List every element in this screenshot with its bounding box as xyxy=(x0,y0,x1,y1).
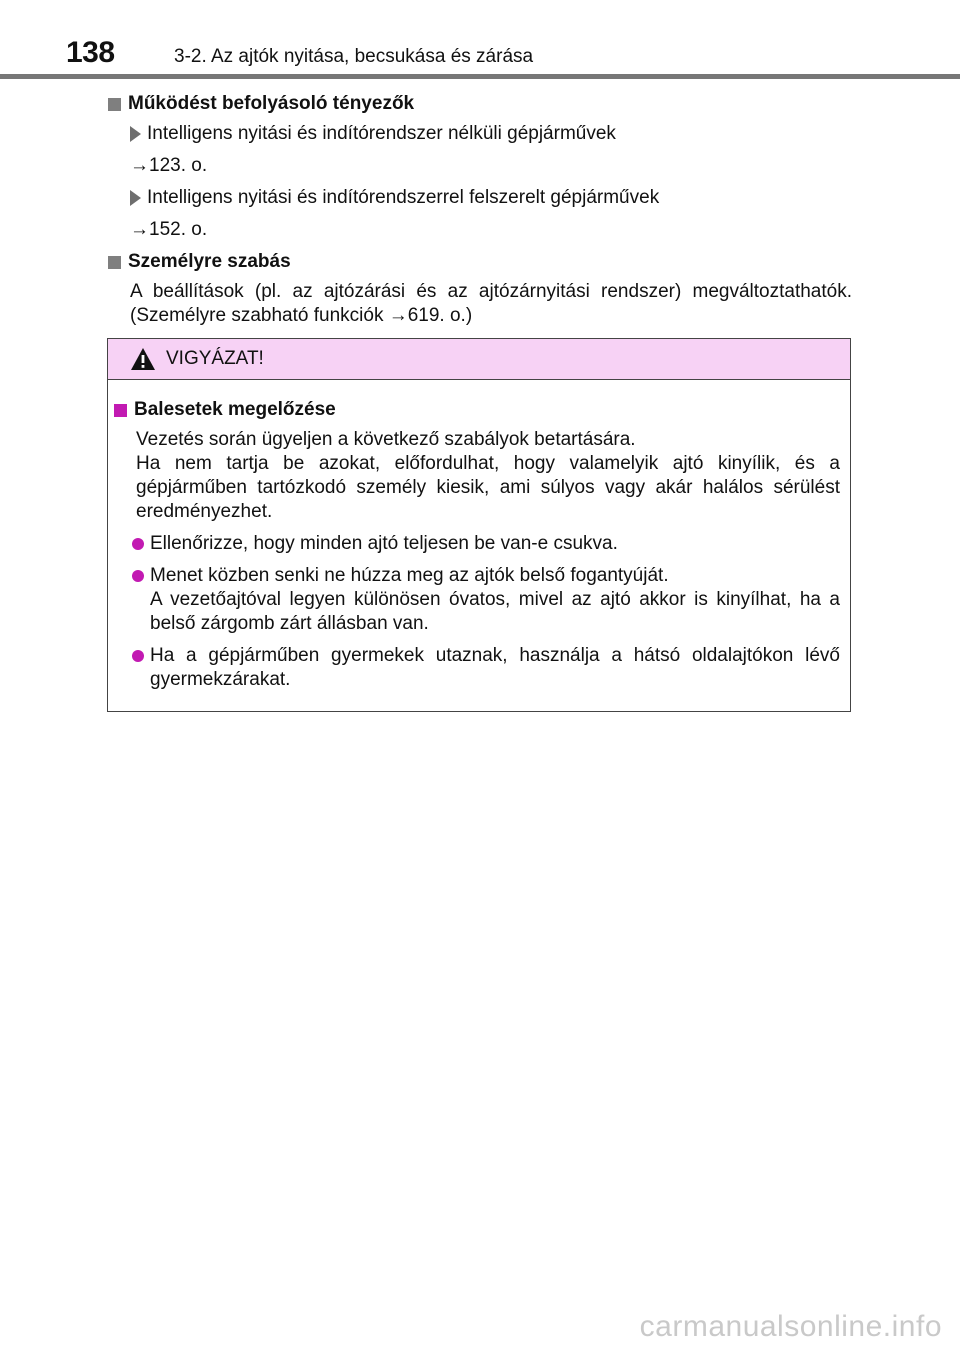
warning-intro-line: Vezetés során ügyeljen a következő szabályok betartására. xyxy=(136,429,636,450)
triangle-bullet-icon xyxy=(130,190,141,206)
square-bullet-icon xyxy=(108,256,121,269)
chapter-title: 3-2. Az ajtók nyitása, becsukása és zárása xyxy=(174,46,534,67)
warning-heading xyxy=(114,398,840,422)
warning-bullet-text: Ha a gépjárműben gyermekek utaznak, használja a hátsó oldalajtókon lévő gyermekzárakat. xyxy=(150,645,840,690)
triangle-bullet-icon xyxy=(130,126,141,142)
warning-bullet-text: Ellenőrizze, hogy minden ajtó teljesen be van-e csukva. xyxy=(150,533,618,554)
warning-bullet xyxy=(132,644,840,692)
list-item-text: Intelligens nyitási és indítórendszerrel felszerelt gépjárművek xyxy=(147,187,660,208)
square-bullet-icon xyxy=(108,98,121,111)
page-number: 138 xyxy=(66,36,115,69)
warning-bullet-text xyxy=(150,564,840,636)
list-item xyxy=(130,122,852,146)
section-heading-text: Működést befolyásoló tényezők xyxy=(128,93,415,114)
section-heading-text: Személyre szabás xyxy=(128,251,291,272)
customization-paragraph: A beállítások (pl. az ajtózárási és az ajtózárnyitási rendszer) megváltoztathatók. (Személyre szabható funkciók →619. o.) xyxy=(130,281,852,326)
page-reference: →152. o. xyxy=(130,219,208,240)
warning-bullet-line: Menet közben senki ne húzza meg az ajtók belső fogantyúját. xyxy=(150,565,669,586)
square-bullet-icon xyxy=(114,404,127,417)
warning-intro-paragraph: Ha nem tartja be azokat, előfordulhat, hogy valamelyik ajtó kinyílik, és a gépjárműben tartózkodó személy kiesik, ami súlyos vagy akár halálos sérülést eredményezhet. xyxy=(136,453,840,522)
warning-heading-text: Balesetek megelőzése xyxy=(134,399,336,420)
list-item xyxy=(130,186,852,210)
warning-triangle-icon xyxy=(130,347,156,371)
section-heading-operation xyxy=(108,92,852,116)
warning-header xyxy=(108,339,850,380)
warning-title: VIGYÁZAT! xyxy=(166,348,264,369)
circle-bullet-icon xyxy=(132,650,144,662)
list-item-text: Intelligens nyitási és indítórendszer nélküli gépjárművek xyxy=(147,123,616,144)
warning-bullet xyxy=(132,564,840,636)
watermark: carmanualsonline.info xyxy=(639,1310,942,1343)
warning-box xyxy=(107,338,851,712)
section-heading-customization xyxy=(108,250,852,274)
circle-bullet-icon xyxy=(132,538,144,550)
warning-bullet xyxy=(132,532,840,556)
page-header xyxy=(0,0,960,80)
main-content xyxy=(108,90,852,328)
warning-bullet-line: A vezetőajtóval legyen különösen óvatos, mivel az ajtó akkor is kinyílhat, ha a belső zárgomb zárt állásban van. xyxy=(150,589,840,634)
warning-body xyxy=(108,380,850,692)
page-reference: →123. o. xyxy=(130,155,208,176)
header-divider xyxy=(0,74,960,79)
circle-bullet-icon xyxy=(132,570,144,582)
